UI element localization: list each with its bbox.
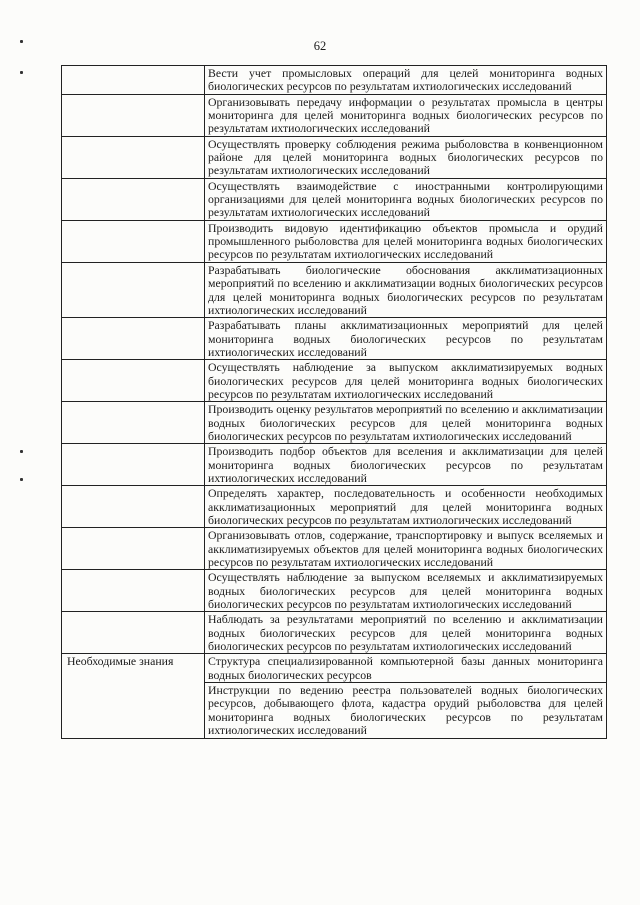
- skill-item: Разрабатывать планы акклиматизационных мероприятий для целей мониторинга водных биологических ресурсов по результатам ихтиологических исследований: [205, 318, 607, 360]
- skill-item: Производить видовую идентификацию объектов промысла и орудий промышленного рыболовства для целей мониторинга водных биологических ресурсов по результатам ихтиологических исследований: [205, 220, 607, 262]
- row-label: [62, 66, 205, 95]
- skill-item: Разрабатывать биологические обоснования акклиматизационных мероприятий по вселению и акклиматизации водных биологических ресурсов для целей мониторинга водных биологических ресурсов по результатам ихтиологических исследований: [205, 262, 607, 317]
- skill-item: Наблюдать за результатами мероприятий по вселению и акклиматизации водных биологических ресурсов для целей мониторинга водных биологических ресурсов по результатам ихтиологических исследований: [205, 612, 607, 654]
- skill-item: Вести учет промысловых операций для целей мониторинга водных биологических ресурсов по результатам ихтиологических исследований: [205, 66, 607, 95]
- table-row: [62, 318, 607, 360]
- skill-item: Осуществлять наблюдение за выпуском акклиматизируемых водных биологических ресурсов для целей мониторинга водных биологических ресурсов по результатам ихтиологических исследований: [205, 360, 607, 402]
- table-row: [62, 220, 607, 262]
- knowledge-item: Структура специализированной компьютерной базы данных мониторинга водных биологических ресурсов: [205, 654, 607, 683]
- knowledge-item: Инструкции по ведению реестра пользователей водных биологических ресурсов, добывающего флота, кадастра орудий рыболовства для целей мониторинга водных биологических ресурсов по результатам ихтиологических исследований: [205, 683, 607, 738]
- competency-table: [61, 65, 607, 739]
- skill-item: Производить оценку результатов мероприятий по вселению и акклиматизации водных биологических ресурсов для целей мониторинга водных биологических ресурсов по результатам ихтиологических исследований: [205, 402, 607, 444]
- table-row: [62, 178, 607, 220]
- skill-item: Производить подбор объектов для вселения и акклиматизации для целей мониторинга водных биологических ресурсов по результатам ихтиологических исследований: [205, 444, 607, 486]
- table-row: [62, 528, 607, 570]
- scan-mark: [20, 40, 23, 43]
- skill-item: Организовывать передачу информации о результатах промысла в центры мониторинга для целей мониторинга водных биологических ресурсов по результатам ихтиологических исследований: [205, 94, 607, 136]
- table-row: [62, 654, 607, 683]
- page-number: 62: [313, 39, 327, 53]
- table-row: [62, 360, 607, 402]
- table-row: [62, 683, 607, 738]
- table-row: [62, 262, 607, 317]
- table-row: [62, 66, 607, 95]
- scan-mark: [20, 478, 23, 481]
- skill-item: Осуществлять взаимодействие с иностранными контролирующими организациями для целей мониторинга водных биологических ресурсов по результатам ихтиологических исследований: [205, 178, 607, 220]
- row-label: Необходимые знания: [62, 654, 205, 683]
- skill-item: Организовывать отлов, содержание, транспортировку и выпуск вселяемых и акклиматизируемых объектов для целей мониторинга водных биологических ресурсов по результатам ихтиологических исследований: [205, 528, 607, 570]
- scan-mark: [20, 71, 23, 74]
- table-row: [62, 570, 607, 612]
- table-row: [62, 136, 607, 178]
- table-row: [62, 444, 607, 486]
- table-row: [62, 486, 607, 528]
- table-row: [62, 612, 607, 654]
- table-row: [62, 402, 607, 444]
- skill-item: Определять характер, последовательность и особенности необходимых акклиматизационных мероприятий для целей мониторинга водных биологических ресурсов по результатам ихтиологических исследований: [205, 486, 607, 528]
- skill-item: Осуществлять проверку соблюдения режима рыболовства в конвенционном районе для целей мониторинга водных биологических ресурсов по результатам ихтиологических исследований: [205, 136, 607, 178]
- skill-item: Осуществлять наблюдение за выпуском вселяемых и акклиматизируемых водных биологических ресурсов для целей мониторинга водных биологических ресурсов по результатам ихтиологических исследований: [205, 570, 607, 612]
- table-row: [62, 94, 607, 136]
- scan-mark: [20, 450, 23, 453]
